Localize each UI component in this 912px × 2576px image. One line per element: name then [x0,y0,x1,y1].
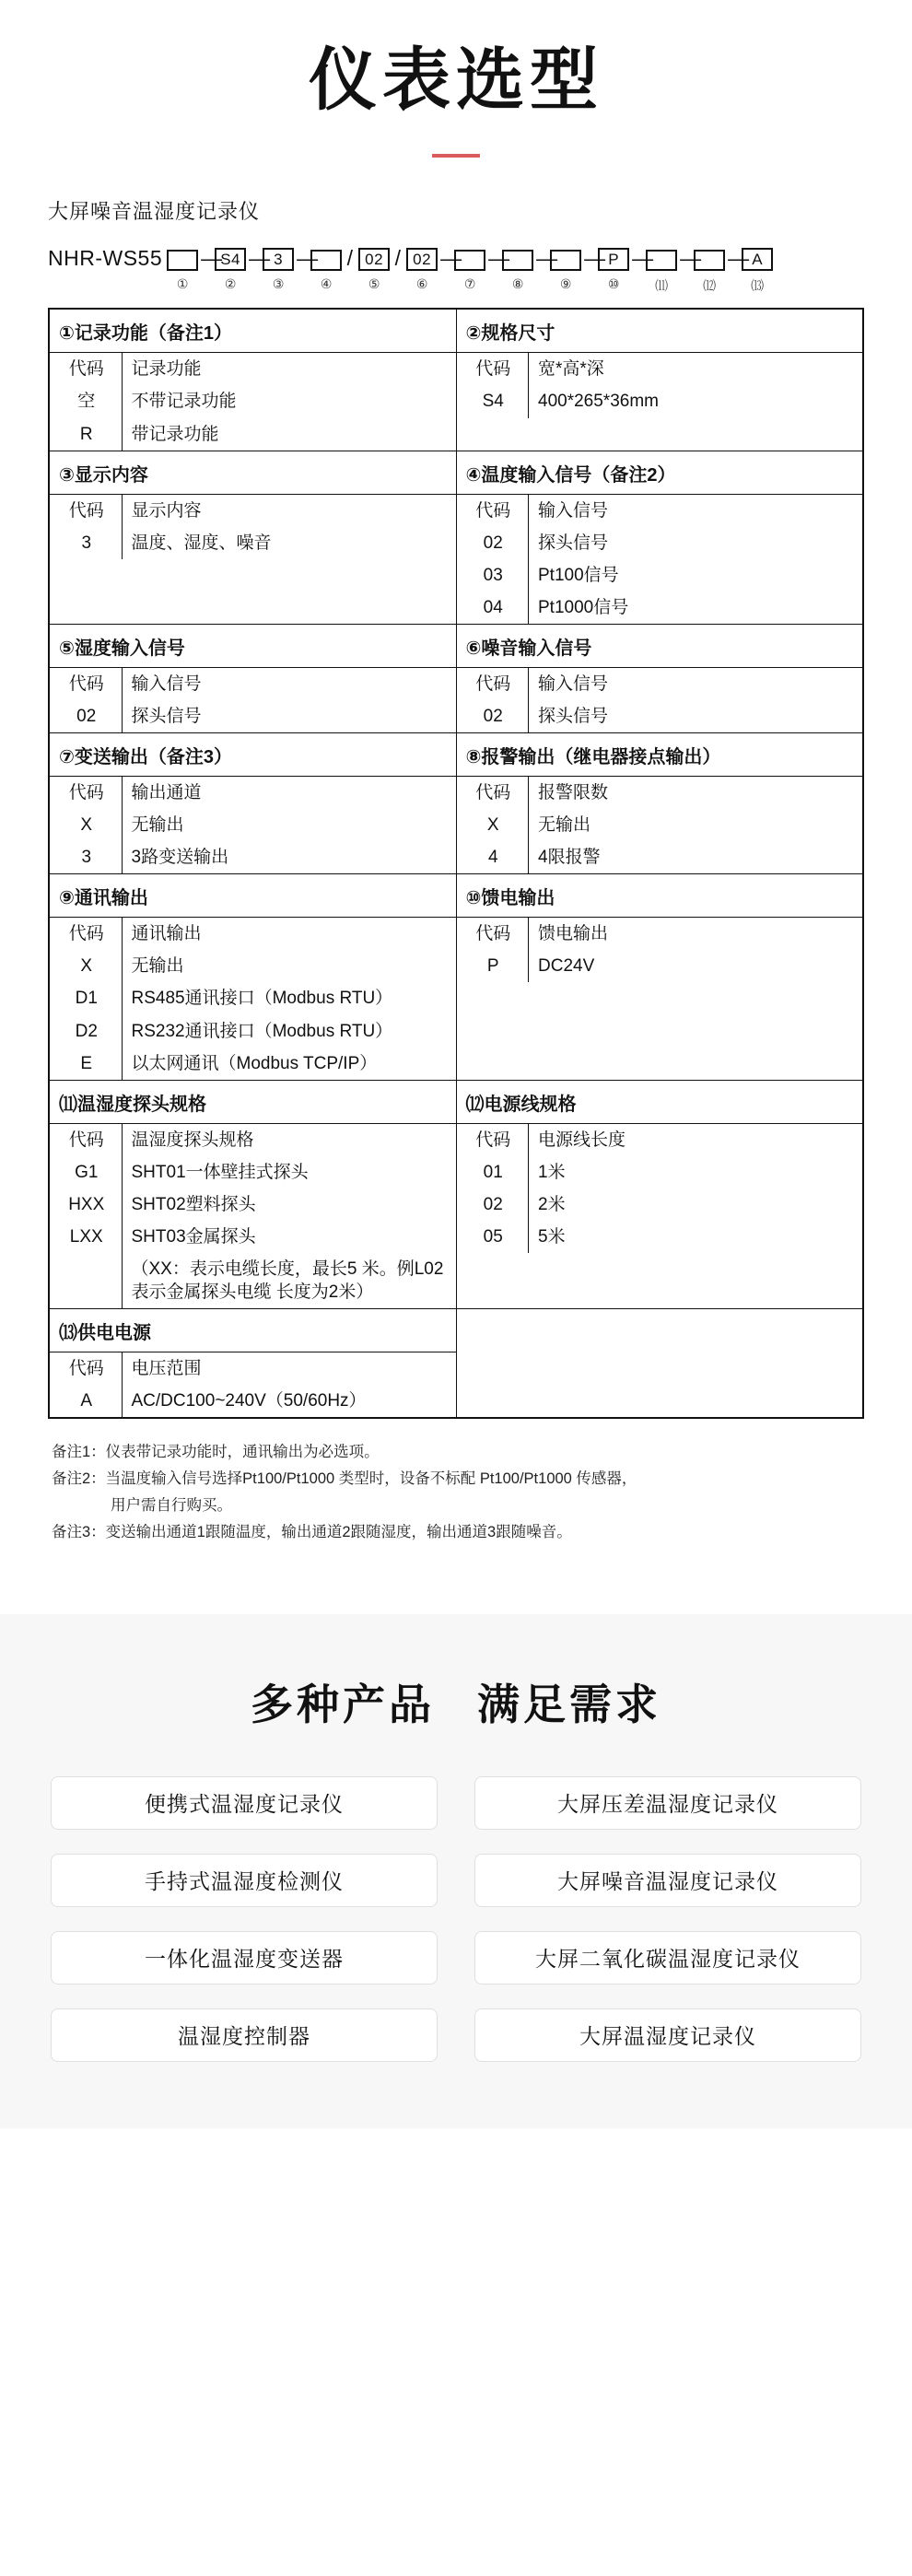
model-index-13: ⒀ [751,278,765,294]
model-index-row [48,276,864,295]
model-index-4: ④ [320,276,333,292]
spec-block-power-feed-output [457,874,863,982]
spec-block-alarm-output [457,733,863,873]
spec-block-noise-input-signal [457,625,863,732]
spec-block-heading: ⒀供电电源 [50,1309,456,1352]
model-prefix: NHR-WS55 [48,246,163,271]
products-title [0,1671,912,1732]
products-title-left: 多种产品 [251,1680,435,1728]
spec-col-header-code: 代码 [50,1124,122,1156]
spec-row [50,982,456,1014]
spec-block-heading: ①记录功能（备注1） [50,310,456,353]
spec-table-cell [456,1309,863,1419]
spec-col-header-code: 代码 [457,353,529,385]
spec-header-row [457,777,863,809]
spec-cell-desc: 探头信号 [538,533,609,553]
spec-block-table [457,668,863,732]
model-code-value-10: 02 [406,248,438,271]
spec-table-row [49,309,863,451]
model-code-blank-22 [694,250,725,271]
spec-cell-code: 02 [457,527,529,559]
spec-block-table [457,918,863,982]
products-section [0,1614,912,2128]
spec-row [50,385,456,417]
spec-table-cell [49,874,456,1080]
spec-cell-desc: 1米 [538,1162,566,1182]
spec-cell-code: 02 [50,700,122,732]
spec-row [50,809,456,841]
title-block [0,0,912,158]
model-code-blank-6 [310,250,342,271]
spec-header-row [50,668,456,700]
spec-header-row [50,1124,456,1156]
spec-row [457,1221,863,1253]
spec-cell-code: HXX [50,1188,122,1221]
spec-row [457,527,863,559]
model-code-value-24: A [742,248,773,271]
spec-cell-desc: 不带记录功能 [131,392,237,412]
spec-table-cell [456,1080,863,1308]
model-index-8: ⑧ [511,276,524,292]
spec-block-temp-input-signal [457,451,863,624]
spec-row [50,1221,456,1253]
model-code-blank-14 [502,250,533,271]
spec-col-header-desc: 报警限数 [538,783,609,803]
spec-table-cell [49,624,456,732]
model-index-1: ① [176,276,189,292]
spec-row [457,700,863,732]
spec-cell-code [50,1253,122,1308]
spec-col-header-desc: 输出通道 [131,783,202,803]
product-item-7[interactable]: 温湿度控制器 [51,2008,438,2062]
spec-block-table [50,495,456,559]
spec-block-heading: ⑨通讯输出 [50,874,456,918]
spec-block-record-function [50,310,456,450]
model-selection-section [0,158,912,1545]
spec-block-table [457,495,863,624]
spec-cell-desc: 带记录功能 [131,424,219,444]
spec-cell-desc: Pt1000信号 [538,597,629,617]
spec-cell-code: R [50,418,122,451]
spec-cell-code: S4 [457,385,529,417]
spec-cell-code: 3 [50,841,122,873]
model-code-value-4: 3 [263,248,294,271]
spec-col-header-code: 代码 [457,495,529,527]
spec-col-header-desc: 输入信号 [131,673,202,694]
spec-cell-code: G1 [50,1156,122,1188]
spec-col-header-desc: 馈电输出 [538,924,609,944]
spec-col-header-desc: 宽*高*深 [538,359,604,380]
spec-row [50,700,456,732]
spec-table-row [49,874,863,1080]
spec-header-row [50,777,456,809]
spec-cell-code: P [457,950,529,982]
spec-row [457,559,863,591]
model-index-11: ⑾ [655,278,669,294]
model-caption: 大屏噪音温湿度记录仪 [48,200,261,224]
spec-cell-desc: SHT01一体壁挂式探头 [131,1162,309,1182]
model-code-blank-20 [646,250,677,271]
note-line-1: 备注1：仪表带记录功能时，通讯输出为必选项。 [52,1444,380,1461]
model-code-dash-5: — [297,246,319,271]
spec-row [50,950,456,982]
spec-block-heading: ②规格尺寸 [457,310,863,353]
model-code-dash-1: — [201,246,223,271]
spec-block-humidity-input-signal [50,625,456,732]
spec-cell-code: 4 [457,841,529,873]
spec-row [50,527,456,559]
spec-block-heading: ⑥噪音输入信号 [457,625,863,668]
spec-block-heading: ⑦变送输出（备注3） [50,733,456,777]
spec-col-header-code: 代码 [457,1124,529,1156]
spec-block-power-supply [50,1309,456,1417]
spec-row [50,1253,456,1308]
model-index-7: ⑦ [463,276,476,292]
spec-block-heading: ③显示内容 [50,451,456,495]
spec-table-cell [456,451,863,624]
spec-cell-code: X [457,809,529,841]
spec-cell-desc: 5米 [538,1226,566,1247]
spec-header-row [457,668,863,700]
model-code-dash-19: — [632,246,654,271]
product-item-1[interactable]: 便携式温湿度记录仪 [51,1776,438,1830]
products-grid [51,1776,861,2062]
spec-cell-desc: 探头信号 [538,707,609,727]
spec-col-header-code: 代码 [457,668,529,700]
spec-header-row [50,1352,456,1385]
spec-col-header-desc: 显示内容 [131,500,202,521]
spec-block-table [50,1352,456,1417]
note-line-3: 用户需自行购买。 [111,1497,232,1515]
spec-cell-desc: 400*265*36mm [538,392,659,412]
products-title-right: 满足需求 [477,1680,661,1728]
spec-col-header-code: 代码 [50,668,122,700]
product-item-4[interactable]: 大屏噪音温湿度记录仪 [474,1854,861,1907]
spec-row [50,418,456,451]
spec-block-table [50,918,456,1079]
spec-table-cell [49,309,456,451]
spec-col-header-desc: 输入信号 [538,500,609,521]
spec-row [457,950,863,982]
spec-cell-desc: SHT03金属探头 [131,1226,256,1247]
spec-cell-code: E [50,1048,122,1080]
model-code-blank-0 [167,250,198,271]
product-item-5[interactable]: 一体化温湿度变送器 [51,1931,438,1985]
model-code-dash-17: — [584,246,606,271]
model-code-value-8: 02 [358,248,390,271]
model-code-dash-3: — [249,246,271,271]
spec-cell-code: X [50,809,122,841]
notes-block [48,1439,864,1546]
spec-block-heading: ⑧报警输出（继电器接点输出） [457,733,863,777]
spec-cell-desc: RS485通讯接口（Modbus RTU） [131,989,393,1009]
page-title: 仪表选型 [309,41,603,118]
spec-col-header-code: 代码 [457,918,529,950]
spec-cell-code: 03 [457,559,529,591]
spec-block-probe-spec [50,1081,456,1308]
model-code-blank-12 [454,250,485,271]
model-code-dash-13: — [488,246,510,271]
spec-header-row [457,918,863,950]
spec-cell-desc: （XX：表示电缆长度，最长5 米。例L02表示金属探头电缆 长度为2米） [131,1259,444,1303]
spec-cell-code: 04 [457,591,529,624]
spec-block-table [50,668,456,732]
spec-cell-desc: 温度、湿度、噪音 [131,533,272,553]
spec-cell-desc: 无输出 [538,815,591,836]
spec-block-heading: ⑿电源线规格 [457,1081,863,1124]
spec-cell-code: 02 [457,1188,529,1221]
spec-col-header-code: 代码 [50,353,122,385]
model-index-10: ⑩ [607,276,620,292]
model-index-5: ⑤ [368,276,380,292]
spec-row [50,1015,456,1048]
spec-row [457,1156,863,1188]
spec-table-cell [456,874,863,1080]
spec-col-header-desc: 记录功能 [131,359,202,380]
spec-table-row [49,1309,863,1419]
spec-cell-desc: 2米 [538,1194,566,1214]
spec-cell-desc: 探头信号 [131,707,202,727]
spec-table-row [49,733,863,874]
spec-row [50,1188,456,1221]
spec-row [457,841,863,873]
spec-cell-desc: 以太网通讯（Modbus TCP/IP） [131,1053,378,1073]
spec-table-cell [456,624,863,732]
spec-block-table [457,1124,863,1253]
spec-col-header-desc: 电压范围 [131,1359,202,1379]
spec-block-table [50,777,456,873]
model-index-2: ② [224,276,237,292]
spec-table-cell [49,733,456,874]
spec-col-header-code: 代码 [457,777,529,809]
spec-cell-desc: 3路变送输出 [131,848,229,868]
spec-table-cell [49,1080,456,1308]
spec-cell-desc: AC/DC100~240V（50/60Hz） [131,1391,367,1411]
model-code-dash-21: — [680,246,702,271]
model-index-9: ⑨ [559,276,572,292]
model-code-slash-9: / [394,246,402,271]
spec-row [457,385,863,417]
model-code-slash-7: / [346,246,354,271]
spec-header-row [457,353,863,385]
spec-cell-code: 02 [457,700,529,732]
spec-cell-code: 05 [457,1221,529,1253]
spec-block-communication-output [50,874,456,1079]
model-index-6: ⑥ [415,276,428,292]
spec-cell-desc: 无输出 [131,956,184,977]
spec-col-header-code: 代码 [50,495,122,527]
model-code-value-18: P [598,248,629,271]
model-code-dash-11: — [440,246,462,271]
model-code-dash-15: — [536,246,558,271]
spec-col-header-code: 代码 [50,918,122,950]
spec-cell-desc: DC24V [538,956,595,977]
spec-row [457,809,863,841]
model-code-dash-23: — [728,246,750,271]
spec-row [457,591,863,624]
spec-cell-code: A [50,1385,122,1417]
product-item-3[interactable]: 手持式温湿度检测仪 [51,1854,438,1907]
spec-cell-code: 01 [457,1156,529,1188]
spec-table-cell [49,451,456,624]
spec-header-row [50,918,456,950]
spec-cell-code: X [50,950,122,982]
spec-block-spec-size [457,310,863,417]
spec-cell-desc: RS232通讯接口（Modbus RTU） [131,1021,393,1041]
spec-cell-code: D1 [50,982,122,1014]
spec-cell-desc: SHT02塑料探头 [131,1194,256,1214]
spec-row [50,1156,456,1188]
spec-header-row [457,495,863,527]
spec-block-table [457,777,863,873]
spec-block-heading: ④温度输入信号（备注2） [457,451,863,495]
model-index-3: ③ [272,276,285,292]
spec-col-header-desc: 通讯输出 [131,924,202,944]
spec-block-table [50,353,456,450]
model-code-line [48,240,864,271]
spec-block-table [50,1124,456,1308]
spec-header-row [50,495,456,527]
spec-table-cell [456,733,863,874]
spec-table-cell [49,1309,456,1419]
spec-table-row [49,624,863,732]
model-code-blank-16 [550,250,581,271]
model-code-value-2: S4 [215,248,246,271]
spec-cell-desc: Pt100信号 [538,565,619,585]
spec-col-header-desc: 输入信号 [538,673,609,694]
model-index-12: ⑿ [703,278,717,294]
spec-block-display-content [50,451,456,559]
spec-row [50,1385,456,1417]
spec-cell-desc: 无输出 [131,815,184,836]
spec-header-row [50,353,456,385]
spec-cell-desc: 4限报警 [538,848,601,868]
spec-cell-code: LXX [50,1221,122,1253]
spec-cell-code: D2 [50,1015,122,1048]
product-item-8[interactable]: 大屏温湿度记录仪 [474,2008,861,2062]
spec-table-row [49,451,863,624]
spec-row [50,1048,456,1080]
product-item-6[interactable]: 大屏二氧化碳温湿度记录仪 [474,1931,861,1985]
spec-table-row [49,1080,863,1308]
note-line-4: 备注3：变送输出通道1跟随温度，输出通道2跟随湿度，输出通道3跟随噪音。 [52,1523,572,1540]
spec-block-heading: ⑾温湿度探头规格 [50,1081,456,1124]
spec-col-header-desc: 温湿度探头规格 [131,1130,254,1150]
spec-col-header-code: 代码 [50,1352,122,1385]
product-item-2[interactable]: 大屏压差温湿度记录仪 [474,1776,861,1830]
spec-block-heading: ⑤湿度输入信号 [50,625,456,668]
note-line-2: 备注2：当温度输入信号选择Pt100/Pt1000 类型时，设备不标配 Pt100/Pt1000 传感器， [52,1470,637,1488]
spec-table-cell [456,309,863,451]
spec-row [457,1188,863,1221]
specification-table [48,308,864,1419]
spec-col-header-desc: 电源线长度 [538,1130,626,1150]
spec-block-heading: ⑩馈电输出 [457,874,863,918]
spec-cell-code: 3 [50,527,122,559]
spec-block-power-cable-spec [457,1081,863,1253]
spec-cell-code: 空 [50,385,122,417]
spec-block-transmit-output [50,733,456,873]
spec-row [50,841,456,873]
spec-header-row [457,1124,863,1156]
spec-block-table [457,353,863,417]
spec-col-header-code: 代码 [50,777,122,809]
